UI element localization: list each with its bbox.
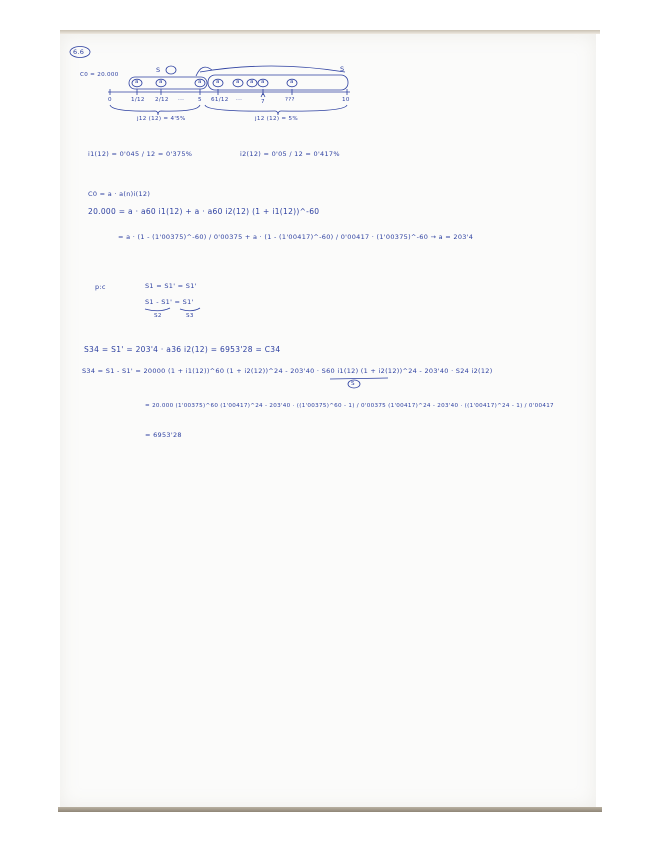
tick-label: 2/12 — [155, 97, 169, 103]
tick-label: 5 — [198, 97, 202, 103]
payment-a: a — [159, 79, 163, 85]
balance-equation-3: = 20.000 (1'00375)^60 (1'00417)^24 - 203'40 · ((1'00375)^60 - 1) / 0'00375 (1'00417)^24 - 203'40 · ((1'00417)^24 - 1) / 0'00417 — [145, 403, 554, 409]
solved-equation: = a · (1 - (1'00375)^-60) / 0'00375 + a · (1 - (1'00417)^-60) / 0'00417 · (1'00375)^-60 → a = 203'4 — [118, 233, 474, 241]
payment-a: a — [216, 79, 220, 85]
balance-equation-1: S34 = S1' = 203'4 · a36 i2(12) = 6953'28 = C34 — [84, 345, 281, 354]
payment-a: a — [250, 79, 254, 85]
tick-label: 7 — [261, 99, 265, 105]
note-pic: p:c — [95, 283, 106, 291]
final-result: = 6953'28 — [145, 431, 182, 439]
problem-label: 6.6 — [73, 48, 85, 56]
balance-equation-2: S34 = S1 - S1' = 20000 (1 + i1(12))^60 (1 + i2(12))^24 - 203'40 · S60 i1(12) (1 + i2(12))^24 - 203'40 · S24 i2(12) — [82, 367, 493, 375]
main-equation: 20.000 = a · a60 i1(12) + a · a60 i2(12) (1 + i1(12))^-60 — [88, 207, 320, 216]
tick-label: 0 — [108, 97, 112, 103]
sub-equation-2: S1 - S1' = S1' — [145, 298, 194, 306]
tick-label: ··· — [178, 97, 185, 103]
timeline-s-right: S — [340, 65, 345, 73]
c0-formula: C0 = a · a(n)i(12) — [88, 190, 151, 198]
sub-equation-1: S1 = S1' = S1' — [145, 282, 197, 290]
payment-a: a — [198, 79, 202, 85]
tick-label: 61/12 — [211, 97, 229, 103]
tick-label: ??? — [285, 97, 295, 103]
timeline-c0: C0 = 20.000 — [80, 72, 119, 78]
payment-a: a — [236, 79, 240, 85]
tick-label: 1/12 — [131, 97, 145, 103]
rate-second-period: j12 (12) = 5% — [255, 116, 298, 122]
payment-a: a — [135, 79, 139, 85]
payment-a: a — [290, 79, 294, 85]
circled-note: S — [351, 381, 355, 387]
timeline-s-left: S — [156, 66, 161, 74]
sub-label: S2 — [154, 313, 162, 319]
rate-i1: i1(12) = 0'045 / 12 = 0'375% — [88, 150, 193, 158]
paper-bottom-edge — [58, 807, 602, 812]
rate-i2: i2(12) = 0'05 / 12 = 0'417% — [240, 150, 340, 158]
tick-label: ··· — [236, 97, 243, 103]
rate-first-period: j12 (12) = 4'5% — [137, 116, 186, 122]
tick-label: 10 — [342, 97, 350, 103]
sub-label: S3 — [186, 313, 194, 319]
payment-a: a — [261, 79, 265, 85]
